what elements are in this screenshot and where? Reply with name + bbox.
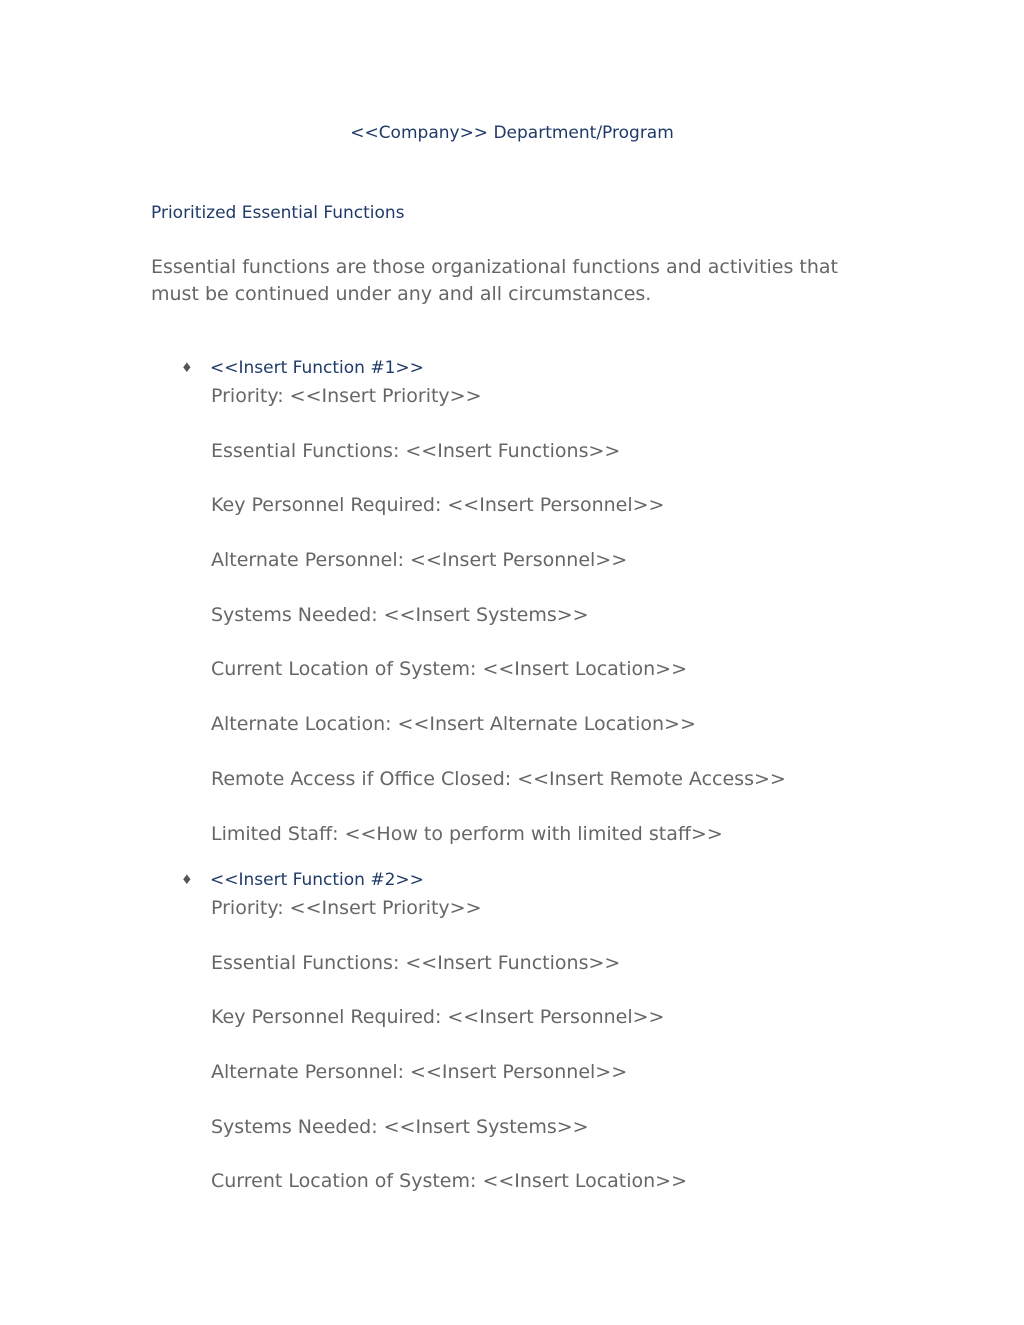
field-key-personnel: Key Personnel Required: <<Insert Personnel>> <box>211 494 665 517</box>
diamond-bullet-icon: ♦ <box>181 873 193 888</box>
field-remote-access: Remote Access if Office Closed: <<Insert Remote Access>> <box>211 767 786 790</box>
function-title: <<Insert Function #1>> <box>210 358 424 378</box>
function-header <box>151 869 911 895</box>
intro-paragraph: Essential functions are those organizational functions and activities that must be continued under any and all circumstances. <box>151 256 839 305</box>
field-current-location: Current Location of System: <<Insert Location>> <box>211 658 688 681</box>
section-heading: Prioritized Essential Functions <box>151 203 405 223</box>
function-header <box>151 357 911 383</box>
field-priority: Priority: <<Insert Priority>> <box>211 897 482 919</box>
field-essential-functions: Essential Functions: <<Insert Functions>> <box>211 439 621 462</box>
page-title: <<Company>> Department/Program <box>350 123 674 143</box>
field-alternate-location: Alternate Location: <<Insert Alternate Location>> <box>211 713 696 736</box>
diamond-bullet-icon: ♦ <box>181 361 193 376</box>
field-priority: Priority: <<Insert Priority>> <box>211 385 482 407</box>
field-systems-needed: Systems Needed: <<Insert Systems>> <box>211 1115 589 1138</box>
field-essential-functions: Essential Functions: <<Insert Functions>> <box>211 951 621 974</box>
function-title: <<Insert Function #2>> <box>210 870 424 890</box>
field-alternate-personnel: Alternate Personnel: <<Insert Personnel>> <box>211 549 628 572</box>
field-alternate-personnel: Alternate Personnel: <<Insert Personnel>> <box>211 1061 628 1084</box>
field-limited-staff: Limited Staff: <<How to perform with limited staff>> <box>211 822 723 845</box>
field-key-personnel: Key Personnel Required: <<Insert Personnel>> <box>211 1006 665 1029</box>
function-item-1 <box>151 357 911 847</box>
field-current-location: Current Location of System: <<Insert Location>> <box>211 1170 688 1193</box>
field-systems-needed: Systems Needed: <<Insert Systems>> <box>211 603 589 626</box>
function-item-2 <box>151 869 911 1194</box>
